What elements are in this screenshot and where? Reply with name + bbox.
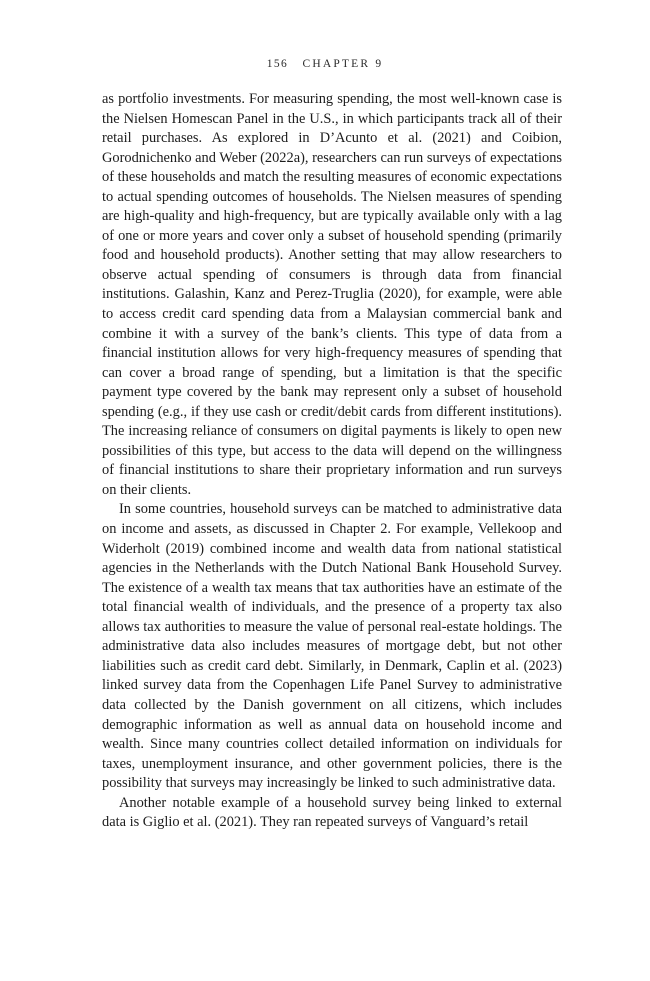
running-head xyxy=(0,58,650,70)
page-number: 156 xyxy=(266,58,289,70)
chapter-label: CHAPTER 9 xyxy=(302,58,384,70)
paragraph-portfolio-spending: as portfolio investments. For measuring spending, the most well-known case is the Nielsen Homescan Panel in the U.S., in which participants track all of their retail purchases. As explored in D’Acunto et al. (2021) and Coibion, Gorodnichenko and Weber (2022a), researchers can run surveys of expectations of these households and match the resulting measures of economic expectations to actual spending outcomes of households. The Nielsen measures of spending are high-quality and high-frequency, but are typically available only with a lag of one or more years and cover only a subset of household spending (primarily food and household products). Another setting that may allow researchers to observe actual spending of consumers is through data from financial institutions. Galashin, Kanz and Perez-Truglia (2020), for example, were able to access credit card spending data from a Malaysian commercial bank and combine it with a survey of the bank’s clients. This type of data from a financial institution allows for very high-frequency measures of spending that can cover a broad range of spending, but a limitation is that the specific payment type covered by the bank may represent only a subset of household spending (e.g., if they use cash or credit/debit cards from different institutions). The increasing reliance of consumers on digital payments is likely to open new possibilities of this type, but access to the data will depend on the willingness of financial institutions to share their proprietary information and run surveys on their clients. xyxy=(102,91,562,498)
body-text xyxy=(102,90,562,833)
paragraph-external-data: Another notable example of a household survey being linked to external data is Giglio et al. (2021). They ran repeated surveys of Vanguard’s retail xyxy=(102,794,562,831)
paragraph-administrative-data: In some countries, household surveys can be matched to administrative data on income and assets, as discussed in Chapter 2. For example, Vellekoop and Widerholt (2019) combined income and wealth data from national statistical agencies in the Netherlands with the Dutch National Bank Household Survey. The existence of a wealth tax means that tax authorities have an estimate of the total financial wealth of individuals, and the presence of a property tax also allows tax authorities to measure the value of personal real-estate holdings. The administrative data also includes measures of mortgage debt, but not other liabilities such as credit card debt. Similarly, in Denmark, Caplin et al. (2023) linked survey data from the Copenhagen Life Panel Survey to administrative data collected by the Danish government on all citizens, which includes demographic information as well as annual data on household income and wealth. Since many countries collect detailed information on individuals for taxes, unemployment insurance, and other government policies, there is the possibility that surveys may increasingly be linked to such administrative data. xyxy=(102,501,562,792)
